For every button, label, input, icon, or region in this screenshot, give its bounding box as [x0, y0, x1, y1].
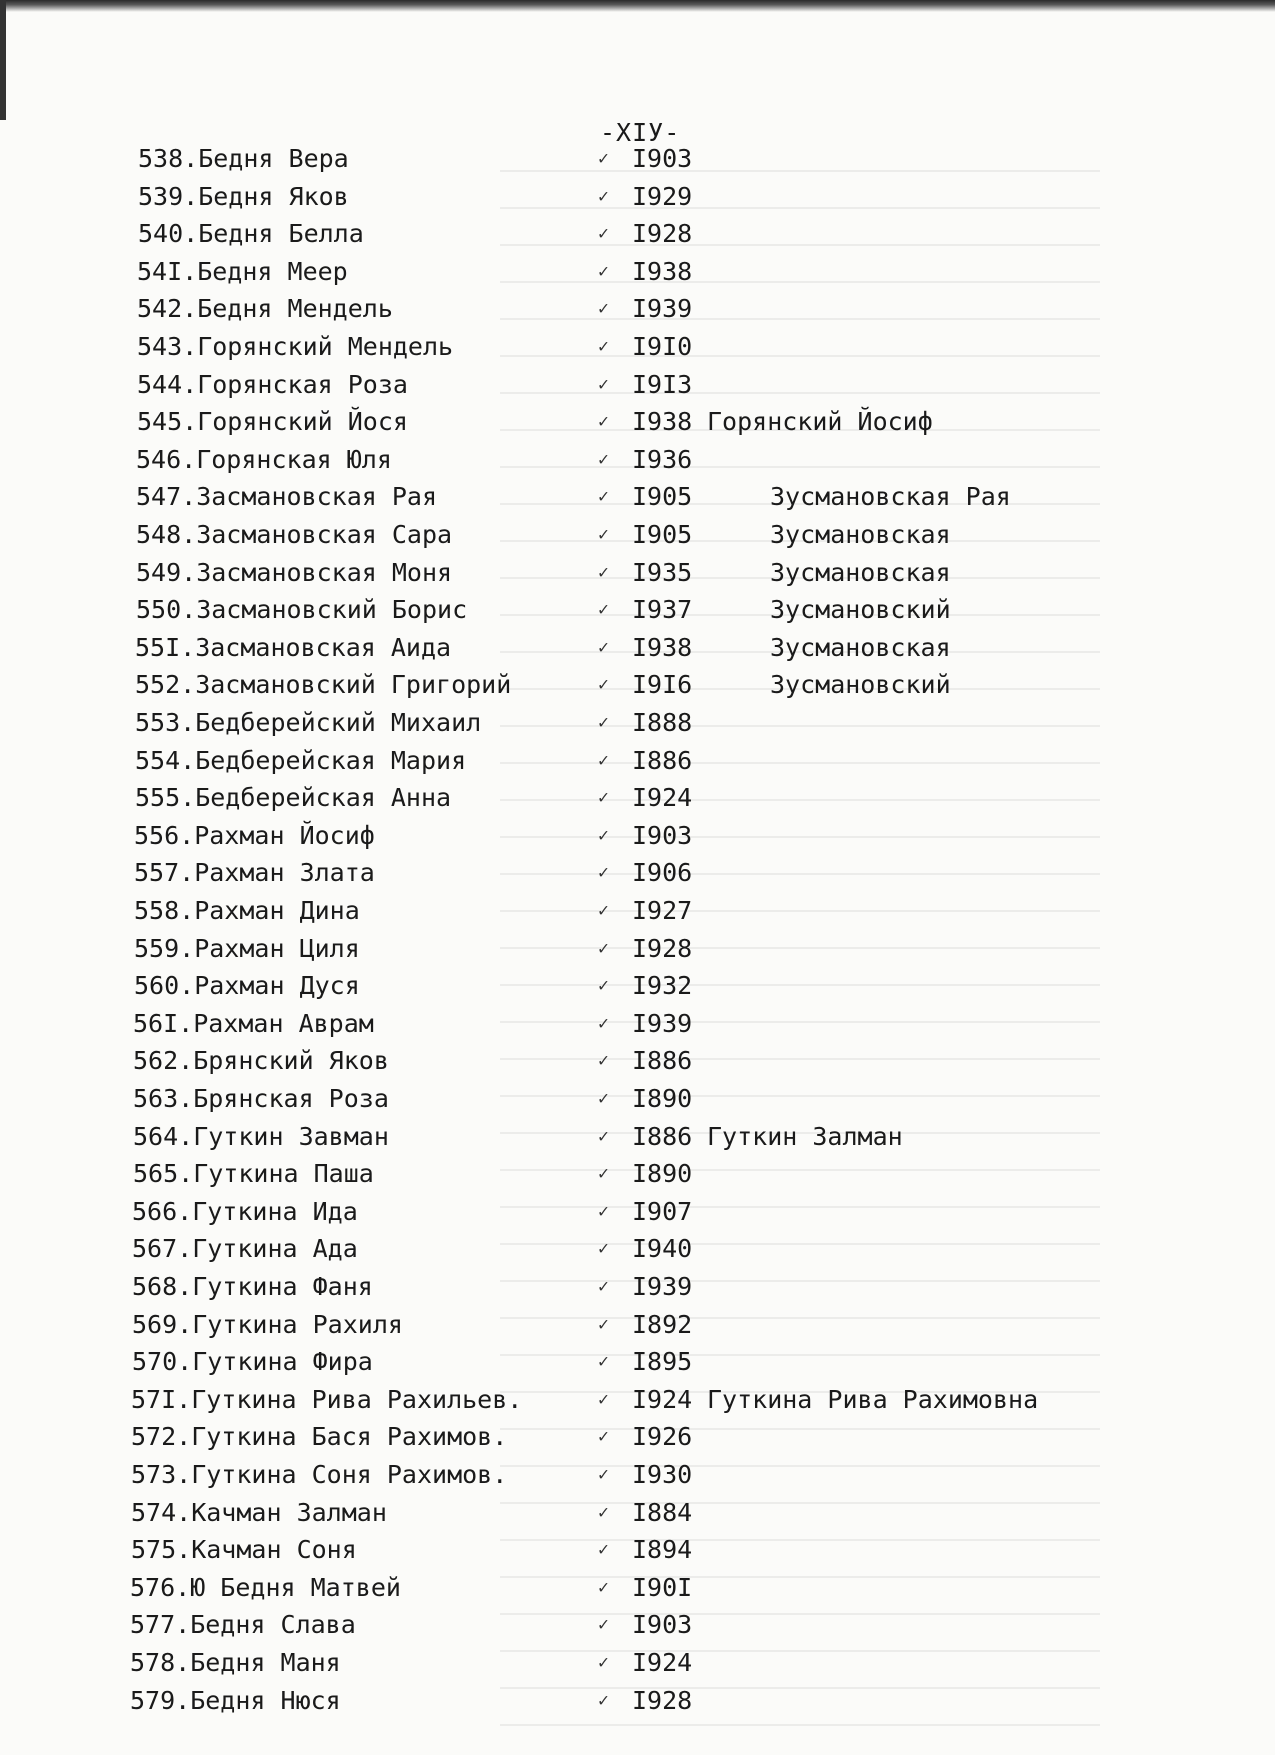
- entry-name: 546.Горянская Юля: [136, 445, 392, 474]
- check-mark-icon: ✓: [598, 1577, 609, 1598]
- check-mark-icon: ✓: [598, 1088, 609, 1109]
- check-mark-icon: ✓: [598, 1276, 609, 1297]
- entry-name: 54I.Бедня Меер: [137, 257, 348, 286]
- check-mark-icon: ✓: [598, 825, 609, 846]
- list-item: [131, 1458, 1031, 1492]
- birth-year: I886: [632, 1122, 693, 1151]
- birth-year: I930: [632, 1460, 693, 1489]
- birth-year: I938: [632, 407, 693, 436]
- check-mark-icon: ✓: [598, 1502, 609, 1523]
- entry-name: 563.Брянская Роза: [133, 1084, 389, 1113]
- list-item: [135, 631, 1035, 665]
- list-item: [138, 180, 1038, 214]
- list-item: [133, 1157, 1033, 1191]
- check-mark-icon: ✓: [598, 1426, 609, 1447]
- birth-year: I939: [632, 294, 693, 323]
- corrected-name: Гуткин Залман: [707, 1122, 903, 1151]
- entry-name: 567.Гуткина Ада: [132, 1234, 358, 1263]
- birth-year: I890: [632, 1159, 693, 1188]
- list-item: [132, 1270, 1032, 1304]
- check-mark-icon: ✓: [598, 336, 609, 357]
- check-mark-icon: ✓: [598, 1351, 609, 1372]
- entry-name: 573.Гуткина Соня Рахимов.: [131, 1460, 508, 1489]
- entry-name: 579.Бедня Нюся: [130, 1686, 341, 1715]
- check-mark-icon: ✓: [598, 1539, 609, 1560]
- entry-name: 554.Бедберейская Мария: [135, 746, 467, 775]
- corrected-name: Зусмановский: [770, 670, 951, 699]
- check-mark-icon: ✓: [598, 862, 609, 883]
- list-item: [131, 1383, 1039, 1417]
- list-item: [135, 781, 1035, 815]
- check-mark-icon: ✓: [598, 411, 609, 432]
- list-item: [134, 969, 1034, 1003]
- birth-year: I935: [632, 558, 693, 587]
- birth-year: I928: [632, 219, 693, 248]
- list-item: [134, 819, 1034, 853]
- birth-year: I937: [632, 595, 693, 624]
- list-item: [137, 255, 1037, 289]
- check-mark-icon: ✓: [598, 1201, 609, 1222]
- birth-year: I903: [632, 144, 693, 173]
- check-mark-icon: ✓: [598, 449, 609, 470]
- birth-year: I9I0: [632, 332, 693, 361]
- check-mark-icon: ✓: [598, 148, 609, 169]
- entry-name: 577.Бедня Слава: [130, 1610, 356, 1639]
- check-mark-icon: ✓: [598, 1238, 609, 1259]
- entry-name: 543.Горянский Мендель: [137, 332, 454, 361]
- corrected-name: Зусмановская: [770, 520, 951, 549]
- entry-name: 555.Бедберейская Анна: [135, 783, 452, 812]
- birth-year: I927: [632, 896, 693, 925]
- birth-year: I905: [632, 520, 693, 549]
- entry-name: 569.Гуткина Рахиля: [132, 1310, 403, 1339]
- entry-name: 559.Рахман Циля: [134, 934, 360, 963]
- entry-name: 544.Горянская Роза: [137, 370, 408, 399]
- birth-year: I888: [632, 708, 693, 737]
- check-mark-icon: ✓: [598, 486, 609, 507]
- birth-year: I939: [632, 1009, 693, 1038]
- entry-name: 545.Горянский Йося: [137, 407, 408, 436]
- birth-year: I903: [632, 1610, 693, 1639]
- check-mark-icon: ✓: [598, 524, 609, 545]
- list-item: [137, 405, 1037, 439]
- entry-name: 552.Засмановский Григорий: [135, 670, 512, 699]
- entry-name: 549.Засмановская Моня: [136, 558, 453, 587]
- entry-name: 556.Рахман Йосиф: [134, 821, 375, 850]
- check-mark-icon: ✓: [598, 1013, 609, 1034]
- check-mark-icon: ✓: [598, 261, 609, 282]
- list-item: [137, 292, 1037, 326]
- list-item: [137, 330, 1037, 364]
- list-item: [135, 744, 1035, 778]
- corrected-name: Зусмановский: [770, 595, 951, 624]
- birth-year: I932: [632, 971, 693, 1000]
- birth-year: I907: [632, 1197, 693, 1226]
- birth-year: I890: [632, 1084, 693, 1113]
- birth-year: I924: [632, 1648, 693, 1677]
- list-item: [135, 706, 1035, 740]
- entry-name: 560.Рахман Дуся: [134, 971, 360, 1000]
- page-number: -XIУ-: [600, 118, 681, 147]
- birth-year: I938: [632, 257, 693, 286]
- entry-name: 575.Качман Соня: [131, 1535, 357, 1564]
- entry-name: 566.Гуткина Ида: [132, 1197, 358, 1226]
- check-mark-icon: ✓: [598, 674, 609, 695]
- list-item: [138, 217, 1038, 251]
- check-mark-icon: ✓: [598, 599, 609, 620]
- corrected-name: Гуткина Рива Рахимовна: [707, 1385, 1039, 1414]
- corrected-name: Зусмановская: [770, 633, 951, 662]
- entry-name: 578.Бедня Маня: [130, 1648, 341, 1677]
- list-item: [133, 1082, 1033, 1116]
- entry-name: 572.Гуткина Бася Рахимов.: [131, 1422, 508, 1451]
- entry-name: 565.Гуткина Паша: [133, 1159, 374, 1188]
- check-mark-icon: ✓: [598, 223, 609, 244]
- birth-year: I886: [632, 746, 693, 775]
- list-item: [138, 142, 1038, 176]
- birth-year: I936: [632, 445, 693, 474]
- corrected-name: Зусмановская Рая: [770, 482, 1011, 511]
- list-item: [130, 1684, 1030, 1718]
- birth-year: I90I: [632, 1573, 693, 1602]
- corrected-name: Горянский Йосиф: [707, 407, 933, 436]
- list-item: [132, 1195, 1032, 1229]
- corrected-name: Зусмановская: [770, 558, 951, 587]
- list-item: [136, 556, 1036, 590]
- list-item: [134, 932, 1034, 966]
- check-mark-icon: ✓: [598, 374, 609, 395]
- birth-year: I9I3: [632, 370, 693, 399]
- check-mark-icon: ✓: [598, 186, 609, 207]
- entry-name: 558.Рахман Дина: [134, 896, 360, 925]
- birth-year: I906: [632, 858, 693, 887]
- check-mark-icon: ✓: [598, 787, 609, 808]
- check-mark-icon: ✓: [598, 637, 609, 658]
- birth-year: I894: [632, 1535, 693, 1564]
- list-item: [130, 1646, 1030, 1680]
- list-item: [136, 480, 1036, 514]
- entry-name: 562.Брянский Яков: [133, 1046, 389, 1075]
- birth-year: I926: [632, 1422, 693, 1451]
- check-mark-icon: ✓: [598, 750, 609, 771]
- birth-year: I884: [632, 1498, 693, 1527]
- list-item: [136, 443, 1036, 477]
- check-mark-icon: ✓: [598, 1050, 609, 1071]
- entry-name: 539.Бедня Яков: [138, 182, 349, 211]
- entry-name: 553.Бедберейский Михаил: [135, 708, 482, 737]
- birth-year: I928: [632, 934, 693, 963]
- birth-year: I924: [632, 783, 693, 812]
- entry-name: 568.Гуткина Фаня: [132, 1272, 373, 1301]
- list-item: [136, 518, 1036, 552]
- list-item: [132, 1345, 1032, 1379]
- list-item: [131, 1420, 1031, 1454]
- birth-year: I938: [632, 633, 693, 662]
- list-item: [134, 856, 1034, 890]
- check-mark-icon: ✓: [598, 900, 609, 921]
- list-item: [132, 1308, 1032, 1342]
- check-mark-icon: ✓: [598, 1389, 609, 1410]
- list-item: [131, 1533, 1031, 1567]
- entry-name: 55I.Засмановская Аида: [135, 633, 452, 662]
- entry-name: 57I.Гуткина Рива Рахильев.: [131, 1385, 523, 1414]
- entry-name: 570.Гуткина Фира: [132, 1347, 373, 1376]
- list-item: [135, 668, 1035, 702]
- list-item: [130, 1608, 1030, 1642]
- entry-name: 574.Качман Залман: [131, 1498, 387, 1527]
- list-item: [131, 1496, 1031, 1530]
- list-item: [130, 1571, 1030, 1605]
- birth-year: I940: [632, 1234, 693, 1263]
- check-mark-icon: ✓: [598, 1652, 609, 1673]
- entry-name: 542.Бедня Мендель: [137, 294, 393, 323]
- list-item: [134, 894, 1034, 928]
- birth-year: I924: [632, 1385, 693, 1414]
- check-mark-icon: ✓: [598, 938, 609, 959]
- check-mark-icon: ✓: [598, 1464, 609, 1485]
- entry-name: 538.Бедня Вера: [138, 144, 349, 173]
- birth-year: I903: [632, 821, 693, 850]
- birth-year: I939: [632, 1272, 693, 1301]
- entry-name: 564.Гуткин Завман: [133, 1122, 389, 1151]
- list-item: [132, 1232, 1032, 1266]
- list-item: [133, 1007, 1033, 1041]
- check-mark-icon: ✓: [598, 975, 609, 996]
- birth-year: I895: [632, 1347, 693, 1376]
- check-mark-icon: ✓: [598, 712, 609, 733]
- list-item: [133, 1120, 1033, 1154]
- list-item: [133, 1044, 1033, 1078]
- check-mark-icon: ✓: [598, 1690, 609, 1711]
- check-mark-icon: ✓: [598, 1314, 609, 1335]
- entry-name: 550.Засмановский Борис: [136, 595, 468, 624]
- birth-year: I929: [632, 182, 693, 211]
- check-mark-icon: ✓: [598, 298, 609, 319]
- scan-top-edge: [0, 0, 1275, 12]
- birth-year: I886: [632, 1046, 693, 1075]
- birth-year: I892: [632, 1310, 693, 1339]
- birth-year: I928: [632, 1686, 693, 1715]
- birth-year: I905: [632, 482, 693, 511]
- check-mark-icon: ✓: [598, 1614, 609, 1635]
- birth-year: I9I6: [632, 670, 693, 699]
- check-mark-icon: ✓: [598, 1126, 609, 1147]
- scan-left-edge: [0, 0, 6, 120]
- entry-name: 56I.Рахман Аврам: [133, 1009, 374, 1038]
- list-item: [136, 593, 1036, 627]
- entry-name: 557.Рахман Злата: [134, 858, 375, 887]
- entry-name: 547.Засмановская Рая: [136, 482, 438, 511]
- entry-name: 540.Бедня Белла: [138, 219, 364, 248]
- entry-name: 548.Засмановская Сара: [136, 520, 453, 549]
- entry-name: 576.Ю Бедня Матвей: [130, 1573, 401, 1602]
- check-mark-icon: ✓: [598, 562, 609, 583]
- list-item: [137, 368, 1037, 402]
- check-mark-icon: ✓: [598, 1163, 609, 1184]
